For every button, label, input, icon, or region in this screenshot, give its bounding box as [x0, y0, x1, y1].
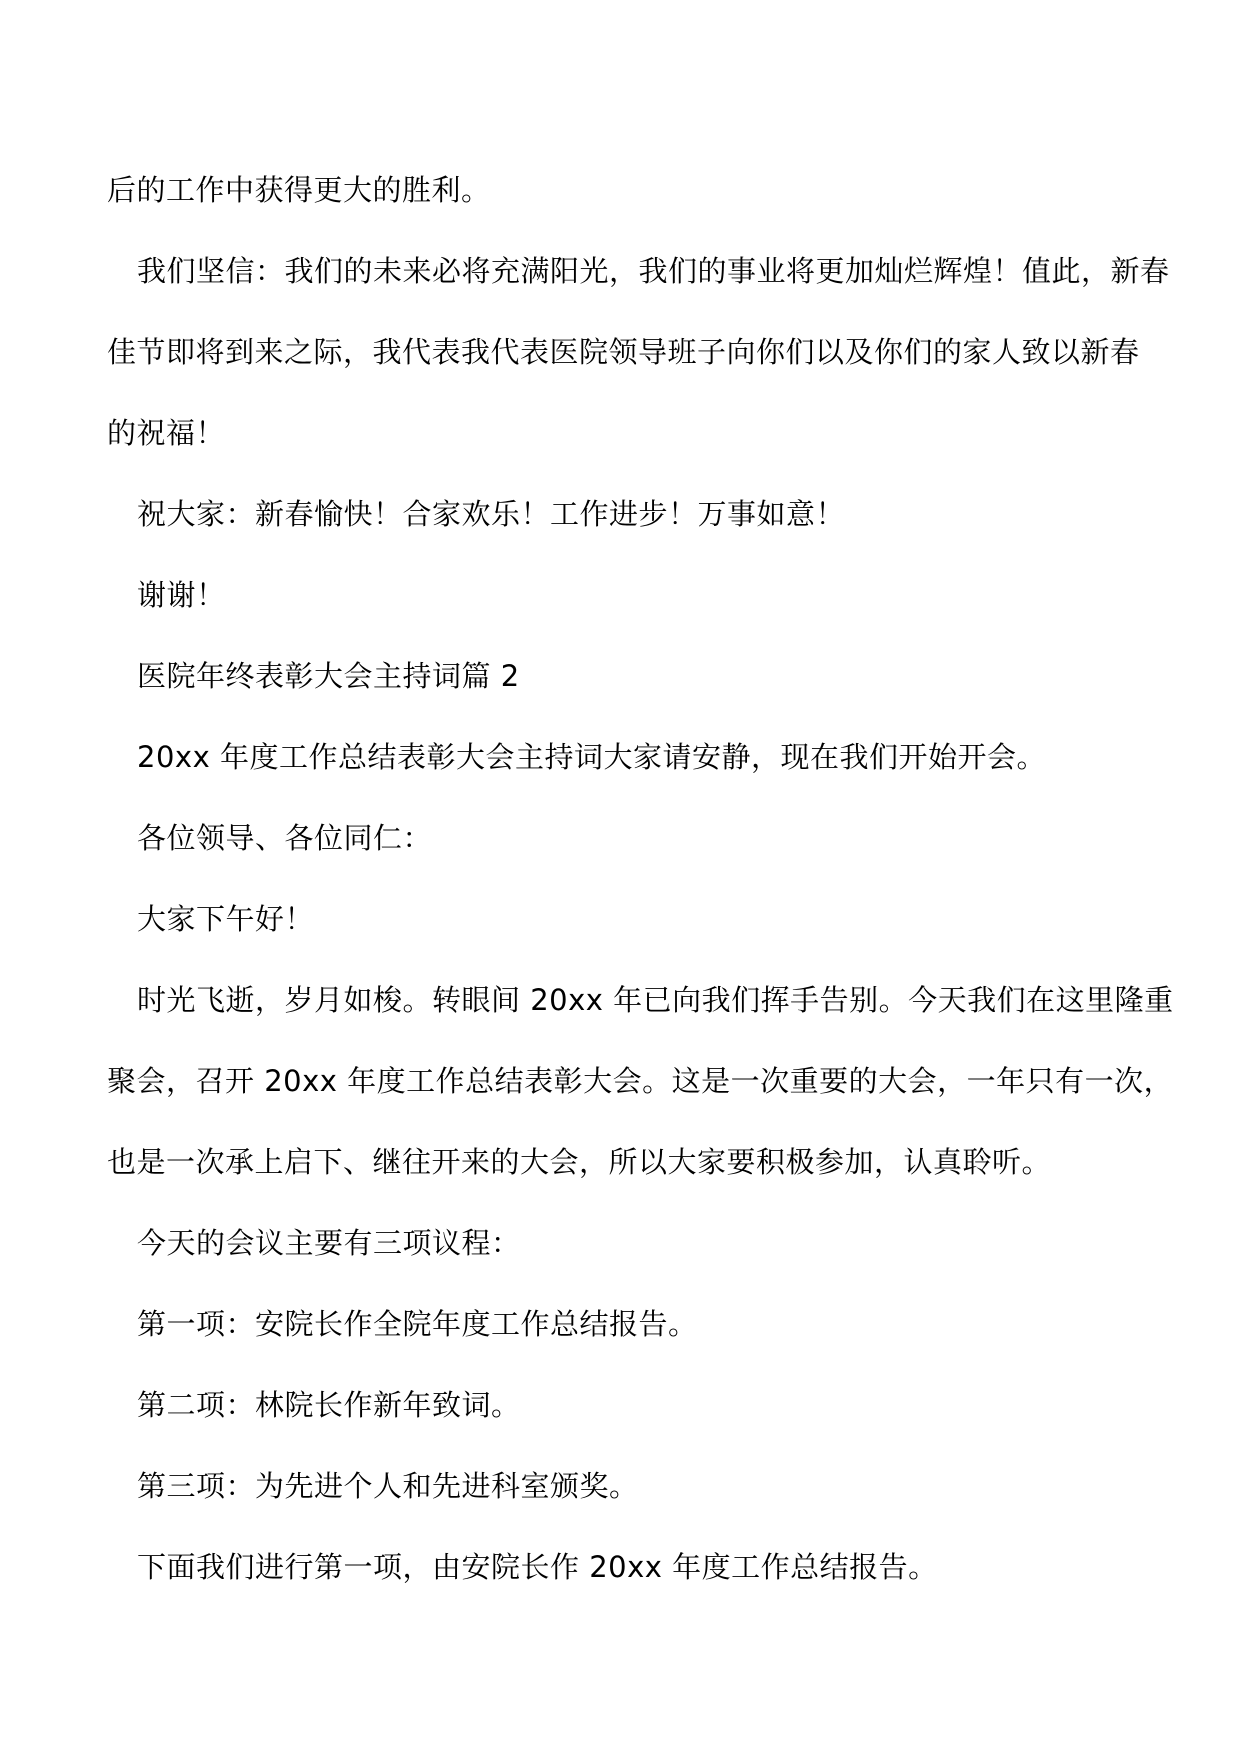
paragraph-line: 我们坚信：我们的未来必将充满阳光，我们的事业将更加灿烂辉煌！值此，新春 [137, 254, 1170, 288]
paragraph-line: 大家下午好！ [137, 902, 315, 936]
agenda-item: 第一项：安院长作全院年度工作总结报告。 [137, 1307, 698, 1341]
paragraph-line: 祝大家：新春愉快！合家欢乐！工作进步！万事如意！ [137, 497, 846, 531]
paragraph-line: 聚会，召开 20xx 年度工作总结表彰大会。这是一次重要的大会，一年只有一次， [107, 1064, 1174, 1098]
paragraph-line: 下面我们进行第一项，由安院长作 20xx 年度工作总结报告。 [137, 1550, 938, 1584]
paragraph-line: 今天的会议主要有三项议程： [137, 1226, 521, 1260]
agenda-item: 第二项：林院长作新年致词。 [137, 1388, 521, 1422]
paragraph-line: 谢谢！ [137, 578, 226, 612]
agenda-item: 第三项：为先进个人和先进科室颁奖。 [137, 1469, 639, 1503]
paragraph-line: 各位领导、各位同仁： [137, 821, 433, 855]
paragraph-line: 的祝福！ [107, 416, 226, 450]
paragraph-line: 20xx 年度工作总结表彰大会主持词大家请安静，现在我们开始开会。 [137, 740, 1046, 774]
paragraph-line: 也是一次承上启下、继往开来的大会，所以大家要积极参加，认真聆听。 [107, 1145, 1052, 1179]
paragraph-line: 佳节即将到来之际，我代表我代表医院领导班子向你们以及你们的家人致以新春 [107, 335, 1140, 369]
section-heading: 医院年终表彰大会主持词篇 2 [137, 659, 520, 693]
paragraph-line: 后的工作中获得更大的胜利。 [107, 173, 491, 207]
paragraph-line: 时光飞逝，岁月如梭。转眼间 20xx 年已向我们挥手告别。今天我们在这里隆重 [137, 983, 1174, 1017]
